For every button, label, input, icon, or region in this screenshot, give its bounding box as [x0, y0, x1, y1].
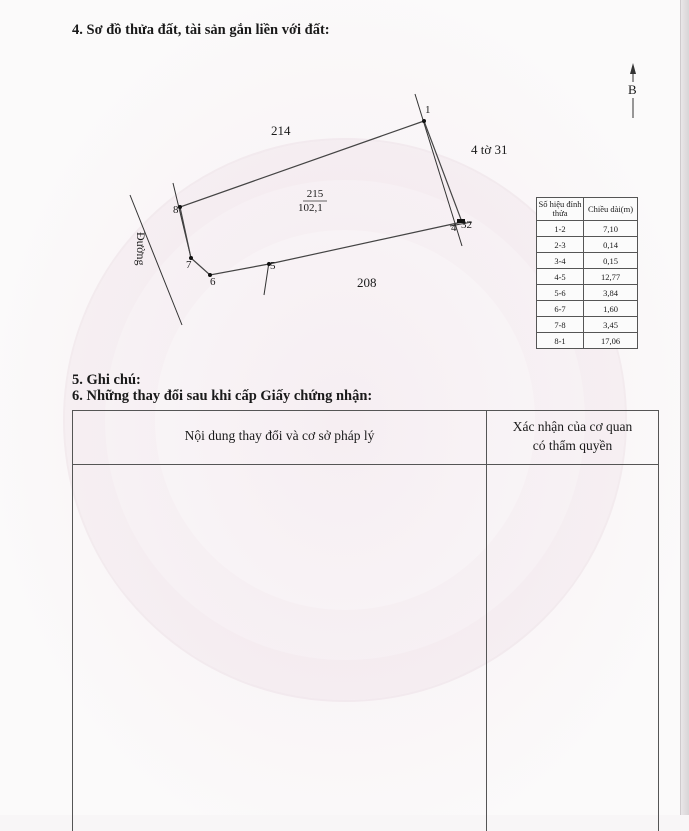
table-row — [537, 269, 638, 285]
north-label: B — [628, 82, 637, 97]
column-divider — [486, 411, 487, 831]
parcel-number: 215 — [306, 188, 324, 200]
length-cell: 7,10 — [584, 221, 638, 237]
vertex-7-label: 7 — [186, 259, 192, 271]
page-edge — [680, 0, 689, 815]
section-4-title: 4. Sơ đồ thửa đất, tài sản gắn liền với đất: — [72, 22, 330, 38]
table-row — [537, 317, 638, 333]
road-label: Đường — [134, 232, 148, 266]
length-cell: 0,15 — [584, 253, 638, 269]
segment-cell: 1-2 — [537, 221, 584, 237]
column-header-confirmation — [487, 417, 658, 455]
vertex-4-label: 4 — [451, 222, 457, 234]
length-cell: 0,14 — [584, 237, 638, 253]
table-row — [537, 301, 638, 317]
table-row — [537, 221, 638, 237]
segment-cell: 8-1 — [537, 333, 584, 349]
header-segment: Số hiệu đỉnh thửa — [537, 198, 584, 221]
vertex-2-3-label: 32 — [461, 219, 472, 231]
segment-cell: 5-6 — [537, 285, 584, 301]
length-cell: 12,77 — [584, 269, 638, 285]
segment-cell: 7-8 — [537, 317, 584, 333]
confirmation-line-1: Xác nhận của cơ quan — [512, 419, 633, 434]
neighbor-north: 214 — [271, 123, 291, 138]
vertex-1-label: 1 — [425, 104, 431, 116]
vertex-5-label: 5 — [270, 260, 276, 272]
section-6-title: 6. Những thay đổi sau khi cấp Giấy chứng nhận: — [72, 388, 373, 404]
neighbor-south: 208 — [357, 275, 377, 290]
segment-length-table — [536, 197, 638, 349]
segment-cell: 2-3 — [537, 237, 584, 253]
segment-cell: 6-7 — [537, 301, 584, 317]
length-cell: 3,45 — [584, 317, 638, 333]
table-row — [537, 237, 638, 253]
length-cell: 3,84 — [584, 285, 638, 301]
header-length: Chiều dài(m) — [584, 198, 638, 221]
length-cell: 17,06 — [584, 333, 638, 349]
segment-cell: 3-4 — [537, 253, 584, 269]
vertex-6-label: 6 — [210, 276, 216, 288]
changes-table — [72, 410, 659, 831]
parcel-area: 102,1 — [298, 202, 323, 214]
header-divider — [73, 464, 658, 465]
length-cell: 1,60 — [584, 301, 638, 317]
column-header-content: Nội dung thay đổi và cơ sở pháp lý — [184, 428, 375, 443]
table-row — [537, 333, 638, 349]
neighbor-east: 4 tờ 31 — [471, 142, 508, 157]
vertex-8-label: 8 — [173, 204, 179, 216]
segment-cell: 4-5 — [537, 269, 584, 285]
table-row — [537, 285, 638, 301]
table-row — [537, 253, 638, 269]
confirmation-line-2: có thẩm quyền — [532, 438, 613, 453]
section-5-title: 5. Ghi chú: — [72, 372, 141, 388]
